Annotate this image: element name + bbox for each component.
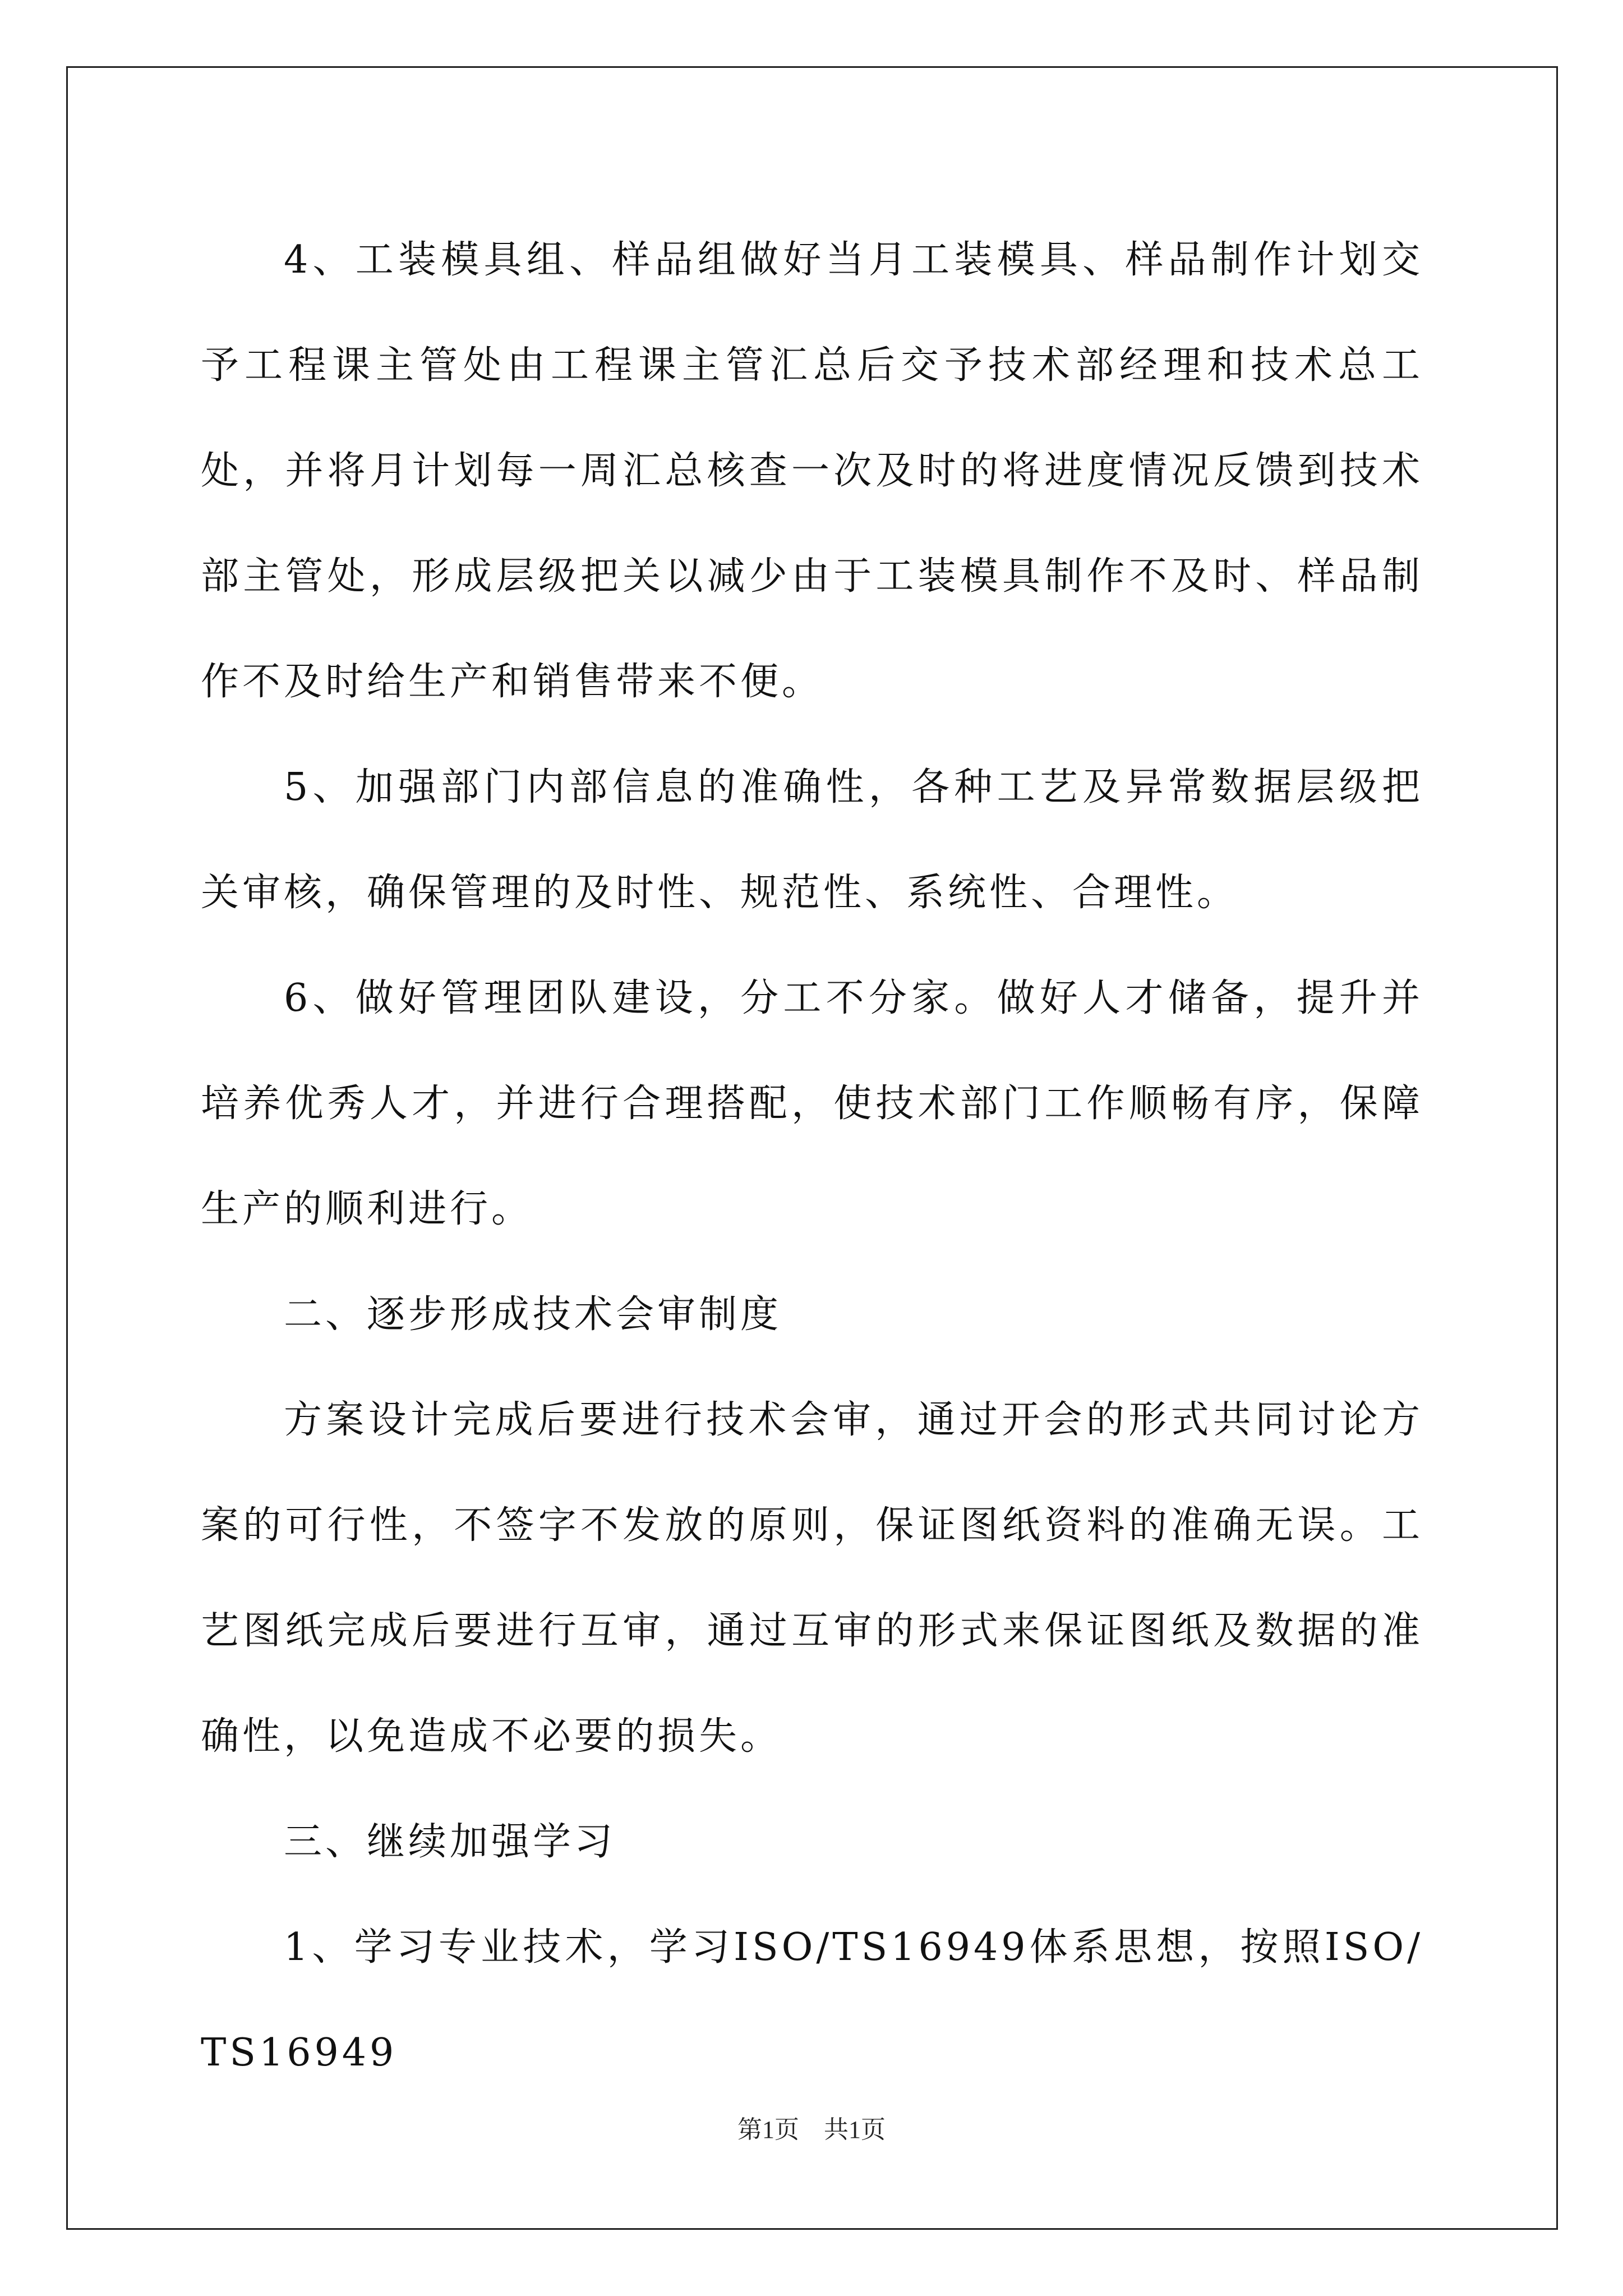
paragraph: 5、加强部门内部信息的准确性，各种工艺及异常数据层级把关审核，确保管理的及时性、规范性、系统性、合理性。 bbox=[201, 765, 1423, 915]
paragraph: 方案设计完成后要进行技术会审，通过开会的形式共同讨论方案的可行性，不签字不发放的原则，保证图纸资料的准确无误。工艺图纸完成后要进行互审，通过互审的形式来保证图纸及数据的准确性，以免造成不必要的损失。 bbox=[201, 1398, 1423, 1759]
page-footer: 第1页 共1页 bbox=[737, 2116, 886, 2143]
paragraph: 6、做好管理团队建设，分工不分家。做好人才储备，提升并培养优秀人才，并进行合理搭配，使技术部门工作顺畅有序，保障生产的顺利进行。 bbox=[201, 976, 1423, 1231]
section-heading: 三、继续加强学习 bbox=[284, 1820, 616, 1864]
document-body bbox=[201, 208, 1423, 2106]
paragraph: 1、学习专业技术，学习ISO/TS16949体系思想，按照ISO/TS16949 bbox=[201, 1925, 1423, 2075]
paragraph: 4、工装模具组、样品组做好当月工装模具、样品制作计划交予工程课主管处由工程课主管汇总后交予技术部经理和技术总工处，并将月计划每一周汇总核查一次及时的将进度情况反馈到技术部主管处，形成层级把关以减少由于工装模具制作不及时、样品制作不及时给生产和销售带来不便。 bbox=[201, 238, 1423, 704]
section-heading: 二、逐步形成技术会审制度 bbox=[284, 1292, 782, 1337]
